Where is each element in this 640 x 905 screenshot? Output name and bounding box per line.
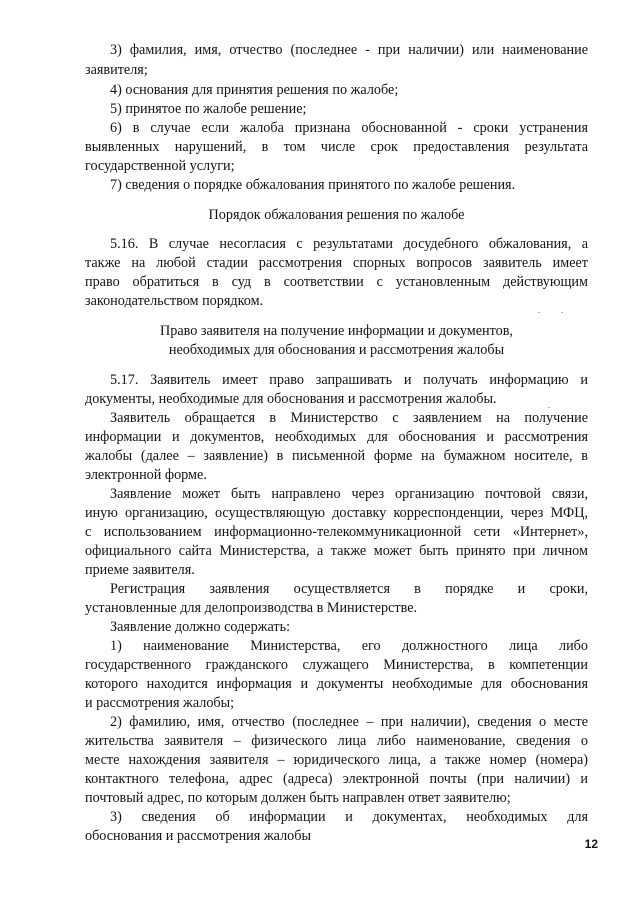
text-line: с использованием информационно-телекоммуникационной сети «Интернет», <box>85 524 588 540</box>
page-number: 12 <box>584 837 598 851</box>
text-line: государственной услуги; <box>85 158 235 174</box>
text-line: государственного гражданского служащего Министерства, в компетенции <box>85 657 588 673</box>
text-line: официального сайта Министерства, а также может быть принято при личном <box>85 543 588 559</box>
section-heading: Порядок обжалования решения по жалобе <box>208 207 465 223</box>
text-line: 6) в случае если жалоба признана обоснованной - сроки устранения <box>110 120 588 136</box>
text-line: информации и документов, необходимых для обоснования и рассмотрения <box>85 429 588 445</box>
text-line: заявителя; <box>85 62 148 78</box>
text-line: право обратиться в суд в соответствии с установленным действующим <box>85 274 588 290</box>
text-line: Регистрация заявления осуществляется в порядке и сроки, <box>110 581 588 597</box>
text-line: 4) основания для принятия решения по жалобе; <box>110 82 399 98</box>
text-line: 5.17. Заявитель имеет право запрашивать и получать информацию и <box>110 372 588 388</box>
section-heading: необходимых для обоснования и рассмотрения жалобы <box>168 342 505 358</box>
text-line: электронной форме. <box>85 467 207 483</box>
text-line: 1) наименование Министерства, его должностного лица либо <box>110 638 588 654</box>
text-line: обоснования и рассмотрения жалобы <box>85 828 311 844</box>
scan-speck <box>561 312 563 313</box>
text-line: которого находится информация и документы необходимые для обоснования <box>85 676 588 692</box>
text-line: почтовый адрес, по которым должен быть направлен ответ заявителю; <box>85 790 511 806</box>
text-line: также на любой стадии рассмотрения спорных вопросов заявитель имеет <box>85 255 588 271</box>
text-line: 3) фамилия, имя, отчество (последнее - при наличии) или наименование <box>110 42 588 58</box>
scan-speck <box>538 312 540 313</box>
text-line: выявленных нарушений, в том числе срок предоставления результата <box>85 139 588 155</box>
text-line: Заявитель обращается в Министерство с заявлением на получение <box>110 410 588 426</box>
text-line: законодательством порядком. <box>85 293 264 309</box>
text-line: и рассмотрения жалобы; <box>85 695 235 711</box>
text-line: жительства заявителя – физического лица либо наименование, сведения о <box>85 733 588 749</box>
text-line: Заявление должно содержать: <box>110 619 291 635</box>
section-heading: Право заявителя на получение информации и документов, <box>160 323 513 339</box>
text-line: месте нахождения заявителя – юридического лица, а также номер (номера) <box>85 752 588 768</box>
text-line: контактного телефона, адрес (адреса) электронной почты (при наличии) и <box>85 771 588 787</box>
text-line: Заявление может быть направлено через организацию почтовой связи, <box>110 486 588 502</box>
text-line: жалобы (далее – заявление) в письменной форме на бумажном носителе, в <box>85 448 588 464</box>
text-line: 5.16. В случае несогласия с результатами досудебного обжалования, а <box>110 236 588 252</box>
text-line: иную организацию, осуществляющую доставку корреспонденции, через МФЦ, <box>85 505 588 521</box>
text-line: 2) фамилию, имя, отчество (последнее – при наличии), сведения о месте <box>110 714 588 730</box>
scan-speck <box>548 407 550 408</box>
text-line: приеме заявителя. <box>85 562 195 578</box>
text-line: установленные для делопроизводства в Министерстве. <box>85 600 418 616</box>
text-line: 3) сведения об информации и документах, необходимых для <box>110 809 588 825</box>
text-line: 7) сведения о порядке обжалования принятого по жалобе решения. <box>110 177 516 193</box>
text-line: документы, необходимые для обоснования и рассмотрения жалобы. <box>85 391 497 407</box>
text-line: 5) принятое по жалобе решение; <box>110 101 307 117</box>
